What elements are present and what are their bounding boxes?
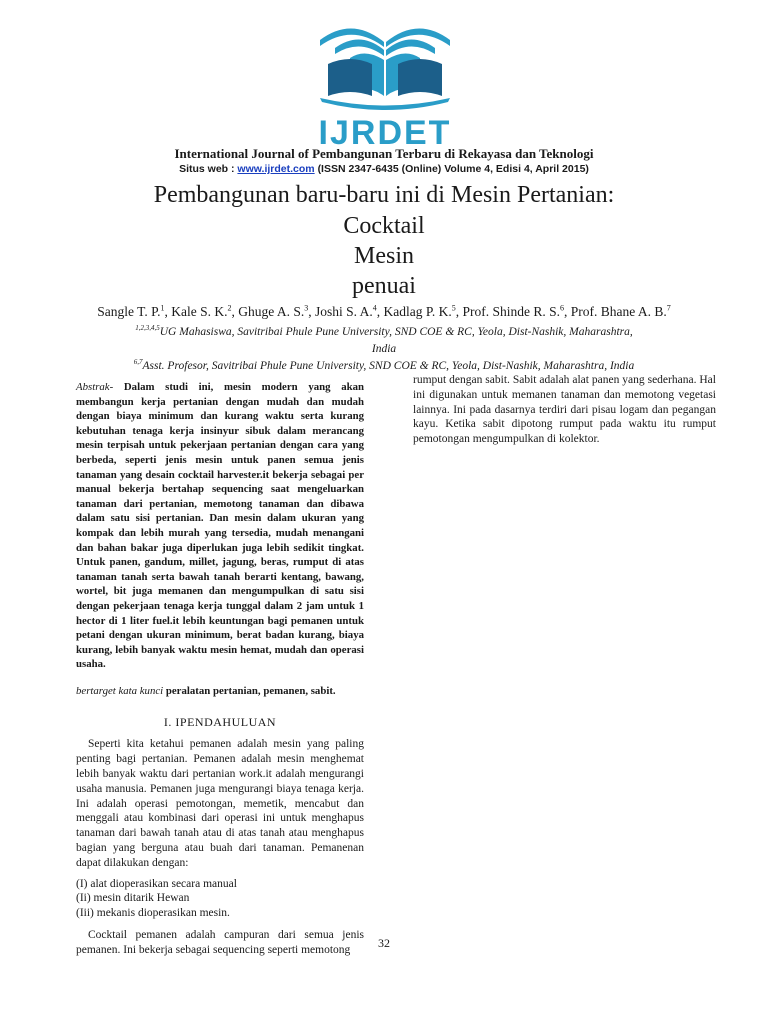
author: Kale S. K.$^2$, (171, 303, 239, 319)
list-item: (I) alat dioperasikan secara manual (76, 877, 237, 890)
keywords-text: peralatan pertanian, pemanen, sabit. (165, 684, 336, 697)
author: Sangle T. P.$^1$, (97, 303, 172, 319)
author-list (0, 303, 768, 320)
author: Ghuge A. S.$^3$, (238, 303, 315, 319)
list-item: (Iii) mekanis dioperasikan mesin. (76, 906, 230, 919)
affiliation-1: $^{1,2,3,4,5}$UG Mahasiswa, Savitribai Phule Pune University, SND COE & RC, Yeola, Dist-Nashik, Maharashtra, (135, 324, 633, 338)
affiliation-2: $^{6,7}$Asst. Profesor, Savitribai Phule Pune University, SND COE & RC, Yeola, Dist-Nashik, Maharashtra, India (133, 358, 635, 372)
site-label: Situs web : (179, 163, 235, 175)
site-url-link[interactable]: www.ijrdet.com (237, 163, 315, 175)
journal-name: International Journal of Pembangunan Terbaru di Rekayasa dan Teknologi (174, 146, 594, 161)
harvest-methods-list (76, 877, 364, 921)
list-item: (Ii) mesin ditarik Hewan (76, 892, 190, 905)
author: Prof. Bhane A. B.$^7$ (570, 303, 671, 319)
left-column (76, 380, 364, 958)
page-number: 32 (378, 936, 390, 950)
issn-info: (ISSN 2347-6435 (Online) Volume 4, Edisi 4, April 2015) (317, 163, 589, 175)
paper-title-line-4: penuai (352, 273, 416, 299)
abstract-text: Dalam studi ini, mesin modern yang akan membangun kerja pertanian dengan mudah dan mudah dengan biaya minimum dan kurang waktu serta kurang kebutuhan tenaga kerja insinyur sibuk dalam merancang mesin terpisah untuk pekerjaan pertanian dengan cara yang berbeda, seperti jenis mesin untuk panen semua jenis tanaman yang desain cocktail harvester.it bekerja sebagai per manual bekerja bertahap sequencing saat mengeluarkan tanaman dari pertanian, memotong tanaman dan dibawa dalam satu sisi pertanian. Dan mesin dalam ukuran yang kompak dan lebih murah yang tersedia, mudah menangani dan bahan bakar juga diperlukan juga lebih sedikit tingkat. Untuk panen, gandum, millet, jagung, beras, rumput di atas tanaman tanah serta bawah tanah berarti kentang, bawang, wortel, bit juga memanen dan mengumpulkan di satu sisi dengan pekerjaan tenaga kerja tunggal dalam 2 jam untuk 1 hector di 1 liter fuel.it lebih keuntungan bagi pemanen untuk petani dengan ukuran minimum, berat badan kurang, biaya kurang, lebih banyak waktu mesin hemat, mudah dan operasi usaha. (76, 381, 365, 671)
intro-paragraph-1: Seperti kita ketahui pemanen adalah mesin yang paling penting bagi pertanian. Pemanen adalah mesin menghemat lebih banyak waktu dari pertanian work.it adalah mengurangi usaha manusia. Pemanen juga mengurangi biaya tenaga kerja. Ini adalah operasi pemotongan, memetik, mencabut dan menggali atau kombinasi dari operasi ini untuk menghapus tanaman dari bawah tanah atau di atas tanah atau menghapus bagian yang berguna atau buah dari tanaman. Pemanenan dapat dilakukan dengan: (76, 738, 364, 869)
affiliation-1-continued: India (371, 343, 397, 355)
keywords-label: bertarget kata kunci (76, 684, 164, 697)
author: Joshi S. A.$^4$, (314, 303, 384, 319)
intro-paragraph-2: Cocktail pemanen adalah campuran dari semua jenis pemanen. Ini bekerja sebagai sequencing seperti memotong (76, 929, 364, 957)
keywords (76, 684, 364, 699)
right-column (413, 373, 716, 447)
journal-logo (290, 18, 480, 148)
author: Kadlag P. K.$^5$, (383, 303, 463, 319)
right-column-paragraph: rumput dengan sabit. Sabit adalah alat panen yang sederhana. Hal ini digunakan untuk memanen tanaman dan memotong vegetasi lainnya. Ini pada dasarnya terdiri dari pisau logam dan pegangan kayu. Ketika sabit dipotong rumput pada waktu itu rumput pemotongan mengumpulkan di kolektor. (413, 374, 716, 446)
open-book-logo-icon (290, 18, 480, 148)
section-heading: I. IPENDAHULUAN (163, 714, 277, 729)
author: Prof. Shinde R. S.$^6$, (462, 303, 571, 319)
paper-title-line-3: Mesin (354, 243, 414, 269)
website-line (0, 163, 768, 175)
logo-text: IJRDET (318, 114, 452, 148)
paper-title-line-2: Cocktail (343, 213, 425, 239)
abstract-label: Abstrak- (76, 381, 114, 393)
paper-title-line-1: Pembangunan baru-baru ini di Mesin Pertanian: (153, 182, 615, 208)
abstract (76, 380, 364, 672)
